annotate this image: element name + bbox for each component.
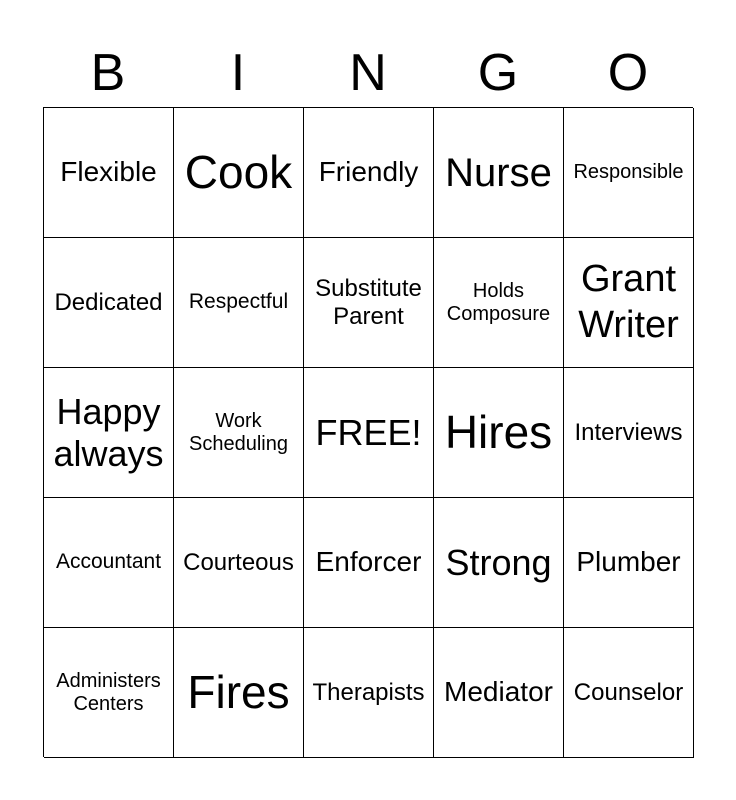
cell-label: Enforcer	[315, 546, 422, 578]
bingo-cell[interactable]	[44, 368, 174, 498]
cell-label: Strong	[445, 541, 552, 583]
cell-label: Cook	[184, 146, 293, 199]
cell-label: Nurse	[445, 150, 552, 195]
cell-label: Administers Centers	[56, 669, 161, 715]
cell-label: Counselor	[573, 678, 684, 706]
cell-label: Therapists	[312, 678, 425, 706]
cell-label: Dedicated	[54, 288, 163, 316]
header-letter-n: N	[349, 44, 387, 102]
header-letter-b: B	[90, 44, 126, 102]
cell-label: Happy always	[53, 391, 164, 474]
cell-label: Respectful	[188, 290, 289, 314]
bingo-cell[interactable]	[564, 368, 694, 498]
bingo-header	[43, 40, 693, 106]
bingo-cell[interactable]	[44, 498, 174, 628]
header-letter-i: I	[230, 44, 246, 102]
header-letter-o: O	[607, 44, 649, 102]
bingo-cell[interactable]	[434, 108, 564, 238]
bingo-cell[interactable]	[174, 628, 304, 758]
cell-label: Fires	[187, 666, 290, 719]
bingo-cell[interactable]	[304, 108, 434, 238]
cell-label: Flexible	[60, 156, 157, 188]
bingo-cell[interactable]	[564, 108, 694, 238]
bingo-cell[interactable]	[174, 108, 304, 238]
cell-label: Holds Composure	[446, 279, 551, 325]
bingo-board	[43, 107, 693, 757]
cell-label: Substitute Parent	[315, 274, 422, 330]
cell-label: Hires	[444, 406, 553, 459]
free-space: FREE!	[315, 411, 422, 453]
cell-label: Work Scheduling	[189, 409, 288, 455]
bingo-cell[interactable]	[304, 628, 434, 758]
bingo-cell[interactable]	[304, 368, 434, 498]
cell-label: Plumber	[576, 546, 681, 578]
bingo-cell[interactable]	[434, 628, 564, 758]
bingo-cell[interactable]	[174, 238, 304, 368]
bingo-cell[interactable]	[434, 238, 564, 368]
cell-label: Friendly	[318, 156, 419, 188]
cell-label: Interviews	[574, 418, 683, 446]
bingo-cell[interactable]	[174, 368, 304, 498]
bingo-cell[interactable]	[564, 498, 694, 628]
bingo-cell[interactable]	[304, 498, 434, 628]
cell-label: Responsible	[573, 161, 684, 183]
bingo-cell[interactable]	[304, 238, 434, 368]
bingo-cell[interactable]	[434, 368, 564, 498]
bingo-cell[interactable]	[44, 628, 174, 758]
bingo-cell[interactable]	[564, 238, 694, 368]
bingo-cell[interactable]	[174, 498, 304, 628]
bingo-cell[interactable]	[434, 498, 564, 628]
cell-label: Mediator	[444, 676, 553, 708]
bingo-cell[interactable]	[44, 238, 174, 368]
cell-label: Grant Writer	[578, 257, 679, 346]
bingo-cell[interactable]	[564, 628, 694, 758]
cell-label: Accountant	[55, 550, 162, 574]
header-letter-g: G	[477, 44, 519, 102]
cell-label: Courteous	[183, 548, 294, 576]
bingo-cell[interactable]	[44, 108, 174, 238]
